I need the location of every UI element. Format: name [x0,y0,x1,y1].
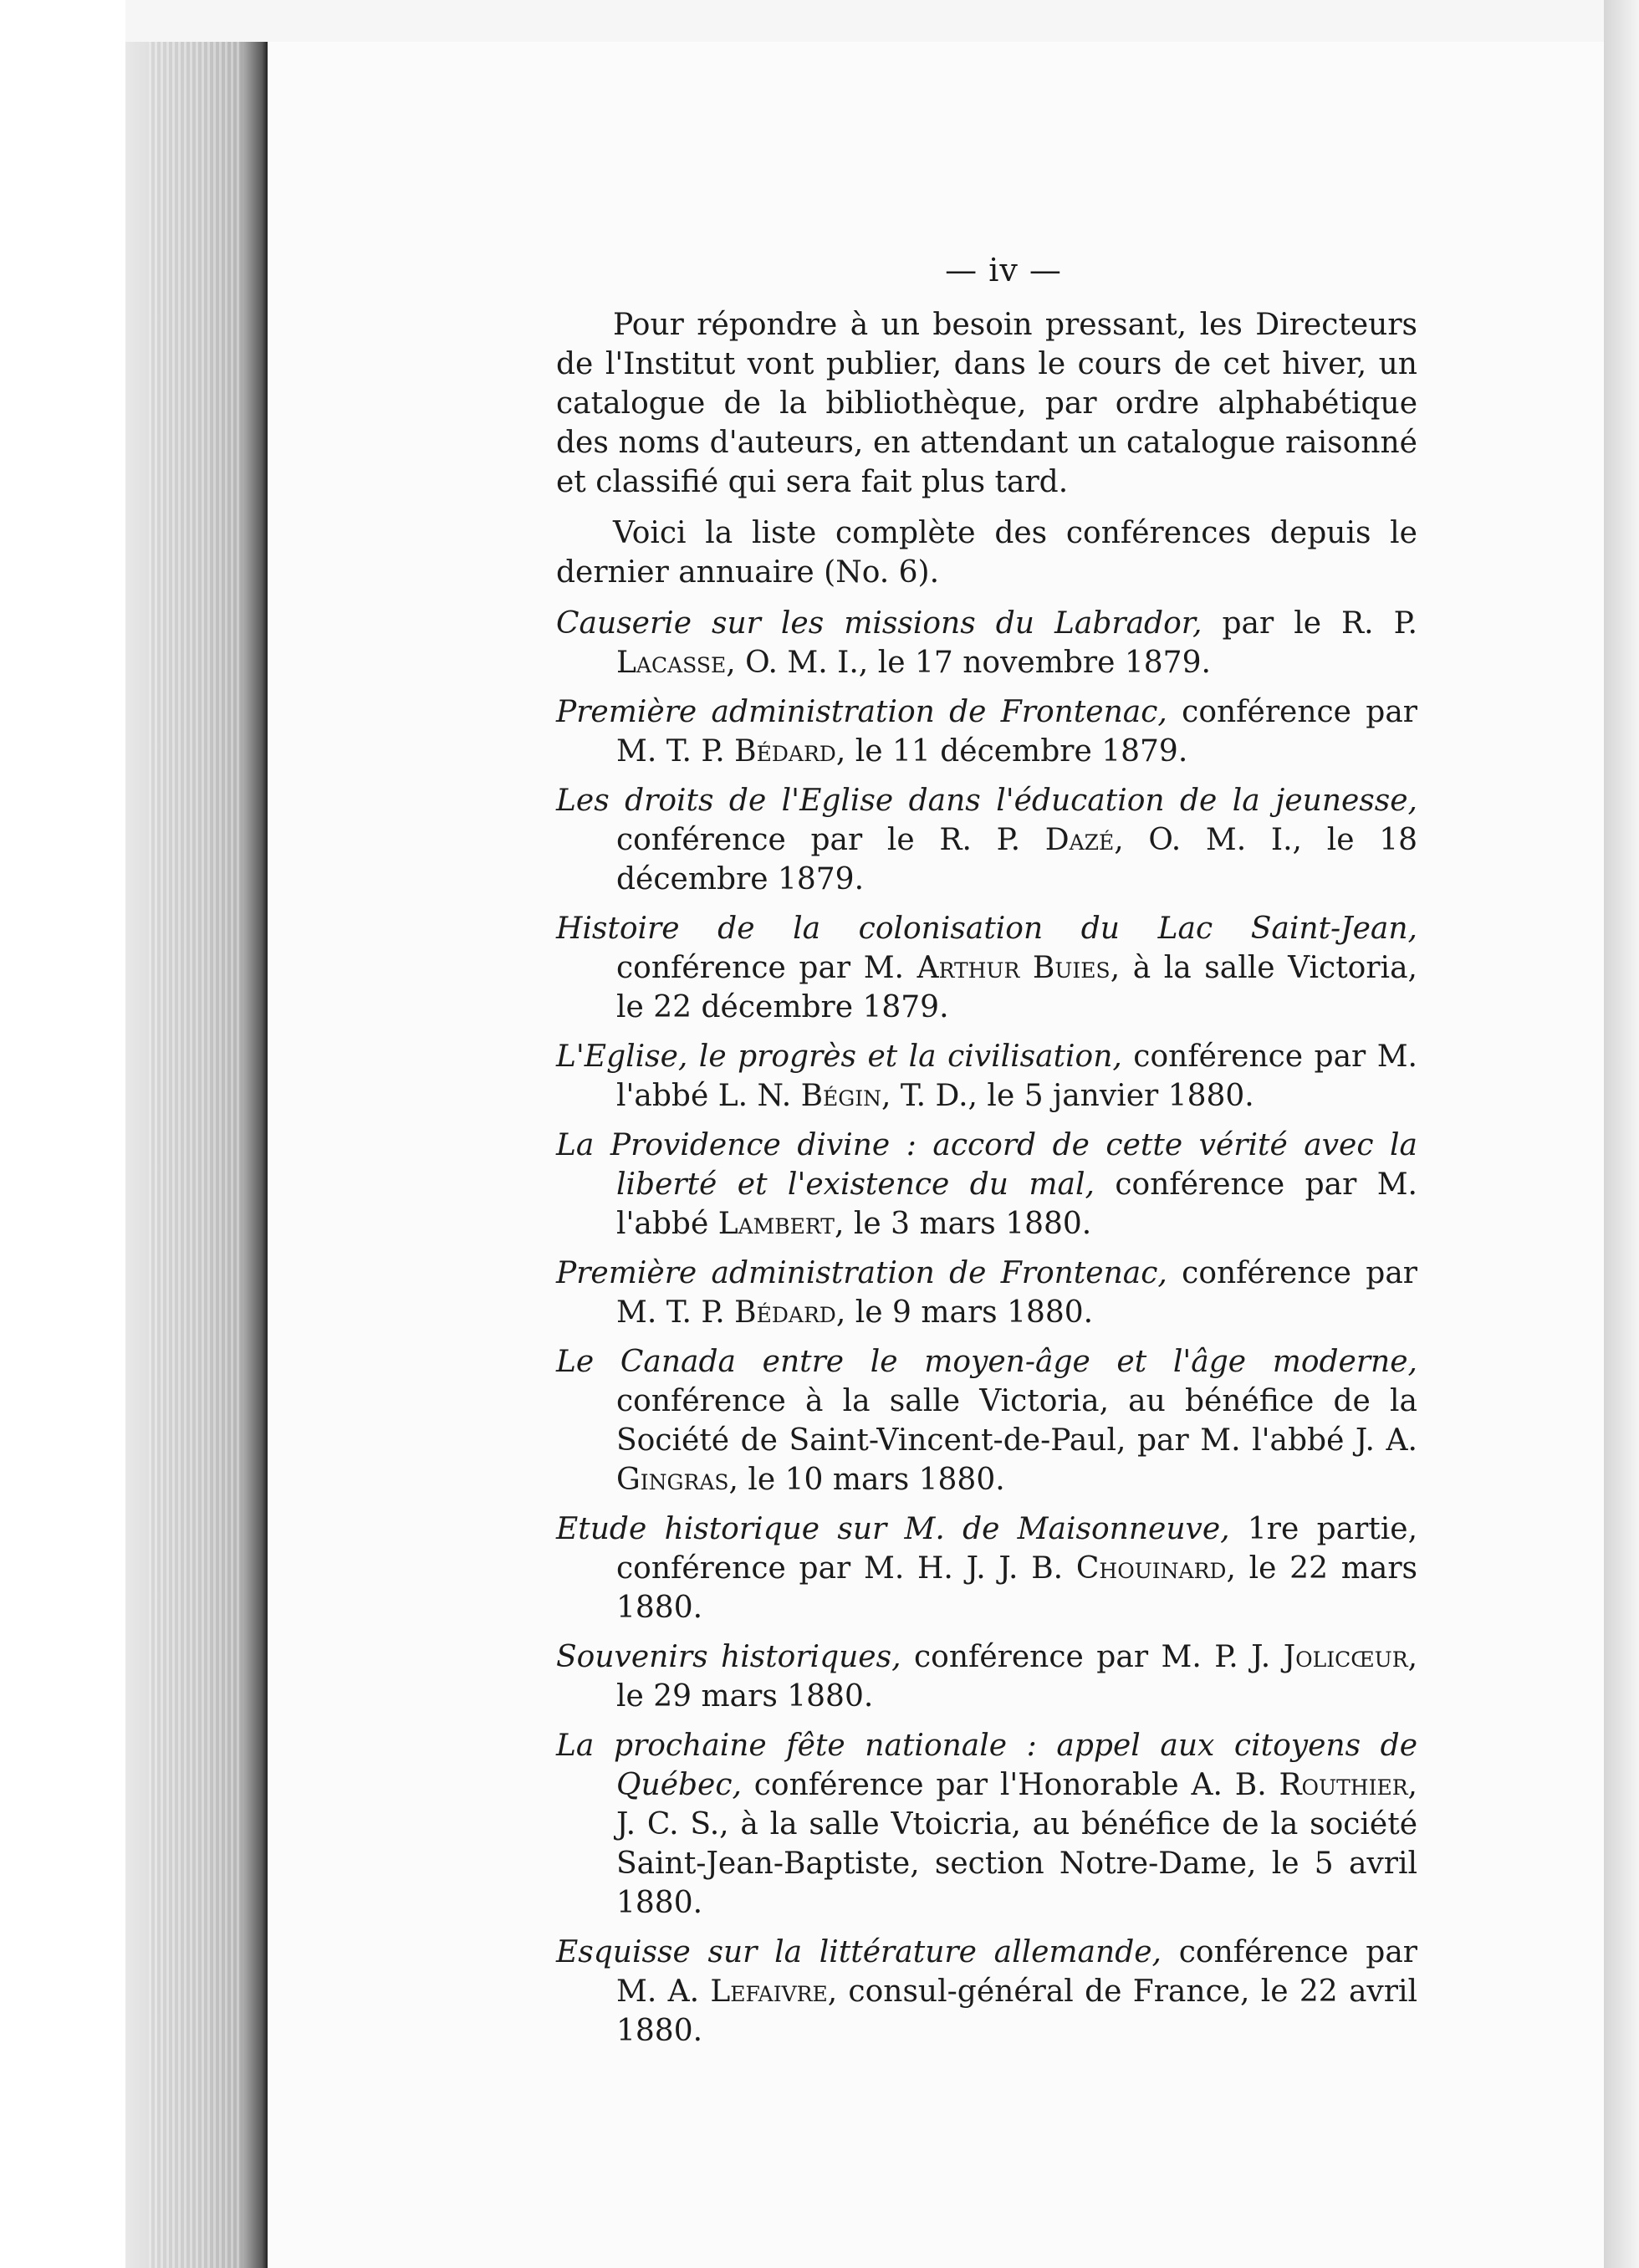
speaker-name: Lambert [717,1207,835,1241]
speaker-name: Gingras [616,1463,729,1497]
speaker-name: Bédard [734,734,836,769]
conference-entry [556,1126,1417,1244]
conference-entry [556,1342,1417,1499]
conference-date: , le 11 décembre 1879. [835,734,1188,769]
page-text [556,251,1417,2061]
conference-details: conférence par l'Honorable A. B. [741,1768,1279,1802]
conference-title: Souvenirs historiques, [556,1640,901,1674]
speaker-name: Chouinard [1075,1551,1227,1586]
conference-entry [556,1933,1417,2051]
speaker-name: Lacasse [616,646,727,680]
conference-details: conférence par M. l'abbé L. N. [616,1040,1417,1113]
conference-date: , J. C. S., à la salle Vtoicria, au bénéfice de la société Saint-Jean-Baptiste, section Notre-Dame, le 5 avril 1880. [616,1768,1417,1920]
conference-title: La Providence divine : accord de cette vérité avec la liberté et l'existence du mal, [556,1128,1417,1202]
conference-date: , le 10 mars 1880. [728,1463,1005,1497]
conference-date: , T. D., le 5 janvier 1880. [881,1079,1254,1113]
conference-title: La prochaine fête nationale : appel aux citoyens de Québec, [556,1729,1417,1802]
speaker-name: Lefaivre [710,1974,828,2009]
conference-date: , O. M. I., le 17 novembre 1879. [726,646,1211,680]
conference-title: L'Eglise, le progrès et la civilisation, [556,1040,1122,1074]
conference-title: Etude historique sur M. de Maisonneuve, [556,1512,1230,1546]
conference-details: conférence par M. l'abbé [616,1167,1417,1241]
conference-date: , le 29 mars 1880. [616,1640,1418,1714]
conference-entry [556,1254,1417,1332]
frame-right-border [1604,0,1639,2268]
conference-entry [556,781,1417,899]
conference-entry [556,604,1417,682]
conference-entry [556,692,1417,771]
speaker-name: Bédard [734,1295,836,1330]
conference-date: , le 3 mars 1880. [834,1207,1092,1241]
conference-entry [556,1726,1417,1923]
conference-entry [556,909,1417,1027]
frame-top-border [125,0,1639,45]
conference-title: Causerie sur les missions du Labrador, [556,606,1202,641]
conference-title: Première administration de Frontenac, [556,695,1167,729]
page-number: — iv — [945,252,1062,289]
conference-details: conférence à la salle Victoria, au bénéfice de la Société de Saint-Vincent-de-Paul, par M. l'abbé J. A. [616,1384,1417,1458]
conference-title: Les droits de l'Eglise dans l'éducation de la jeunesse, [556,784,1417,818]
conference-details: 1re partie, conférence par M. H. J. J. B. [616,1512,1418,1586]
conference-entry [556,1037,1417,1116]
conference-date: , O. M. I., le 18 décembre 1879. [616,823,1418,896]
conference-details: conférence par M. A. [616,1935,1417,2009]
paragraph-intro: Pour répondre à un besoin pressant, les Directeurs de l'Institut vont publier, dans le cours de cet hiver, un catalogue de la bibliothèque, par ordre alphabétique des noms d'auteurs, en attendant un catalogue raisonné et classifié qui sera fait plus tard. [556,308,1417,499]
conference-title: Histoire de la colonisation du Lac Saint-Jean, [556,912,1417,946]
conference-details: par le R. P. [1202,606,1417,641]
conference-list [556,604,1417,2051]
conference-date: , à la salle Victoria, le 22 décembre 1879. [616,951,1417,1024]
conference-details: conférence par M. [616,951,917,985]
speaker-name: Dazé [1044,823,1115,857]
conference-title: Première administration de Frontenac, [556,1256,1167,1290]
speaker-name: Arthur Buies [917,951,1111,985]
conference-details: conférence par M. T. P. [616,695,1417,769]
conference-date: , consul-général de France, le 22 avril 1880. [616,1974,1417,2048]
conference-entry [556,1637,1417,1716]
conference-details: conférence par M. P. J. [901,1640,1284,1674]
book-page-edges-texture [149,42,243,2268]
conference-date: , le 9 mars 1880. [835,1295,1094,1330]
paragraph-list-intro: Voici la liste complète des conférences depuis le dernier annuaire (No. 6). [556,516,1417,590]
speaker-name: Bégin [800,1079,882,1113]
conference-details: conférence par le R. P. [616,823,1045,857]
conference-details: conférence par M. T. P. [616,1256,1417,1330]
conference-title: Le Canada entre le moyen-âge et l'âge moderne, [556,1345,1417,1379]
conference-title: Esquisse sur la littérature allemande, [556,1935,1162,1969]
speaker-name: Jolicœur [1283,1640,1408,1674]
conference-date: , le 22 mars 1880. [616,1551,1417,1625]
conference-entry [556,1509,1417,1627]
speaker-name: Routhier [1279,1768,1408,1802]
